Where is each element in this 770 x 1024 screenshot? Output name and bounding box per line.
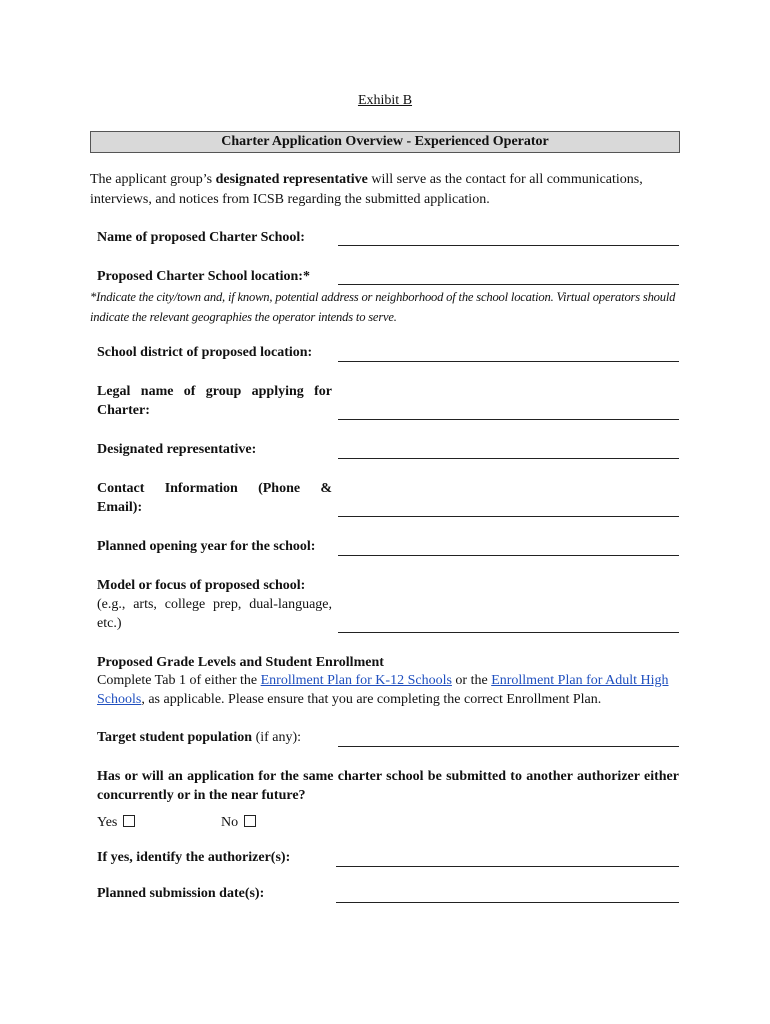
submission-date-field[interactable]: [336, 902, 679, 903]
designated-rep-field[interactable]: [338, 458, 679, 459]
enrollment-heading: Proposed Grade Levels and Student Enrollment: [97, 655, 384, 670]
submission-date-label: Planned submission date(s):: [97, 886, 265, 901]
contact-label-1: Contact Information (Phone &: [97, 481, 332, 496]
no-checkbox[interactable]: [244, 815, 256, 827]
target-pop-suffix: (if any):: [252, 730, 302, 745]
exhibit-title: Exhibit B: [357, 93, 413, 108]
legal-name-field[interactable]: [338, 419, 679, 420]
target-pop-label: [97, 728, 301, 747]
authorizer-field[interactable]: [336, 866, 679, 867]
contact-field[interactable]: [338, 516, 679, 517]
location-label: Proposed Charter School location:*: [97, 269, 310, 284]
model-label-3: etc.): [97, 616, 122, 631]
intro-bold: designated representative: [215, 172, 368, 187]
k12-enrollment-plan-link[interactable]: Enrollment Plan for K-12 Schools: [260, 673, 452, 688]
model-label-1: Model or focus of proposed school:: [97, 578, 306, 593]
yes-option[interactable]: [97, 815, 135, 831]
yes-checkbox[interactable]: [123, 815, 135, 827]
opening-year-label: Planned opening year for the school:: [97, 539, 316, 554]
no-option[interactable]: [221, 815, 256, 831]
yes-label: Yes: [97, 815, 118, 830]
intro-text-1: The applicant group’s: [90, 172, 216, 187]
contact-label-2: Email):: [97, 500, 143, 515]
adult-enrollment-plan-link[interactable]: Enrollment Plan for Adult High Schools: [97, 673, 669, 707]
school-name-label: Name of proposed Charter School:: [97, 230, 305, 245]
designated-rep-label: Designated representative:: [97, 442, 257, 457]
target-pop-label-text: Target student population: [97, 730, 253, 745]
district-field[interactable]: [338, 361, 679, 362]
intro-paragraph: [90, 170, 682, 210]
district-label: School district of proposed location:: [97, 345, 313, 360]
enrollment-paragraph: [97, 671, 682, 709]
section-banner: Charter Application Overview - Experienced Operator: [90, 131, 680, 153]
enrollment-text-1: Complete Tab 1 of either the: [97, 673, 261, 688]
opening-year-field[interactable]: [338, 555, 679, 556]
location-field[interactable]: [338, 284, 679, 285]
no-label: No: [221, 815, 239, 830]
school-name-field[interactable]: [338, 245, 679, 246]
legal-name-label-2: Charter:: [97, 403, 150, 418]
model-field[interactable]: [338, 632, 679, 633]
legal-name-label-1: Legal name of group applying for: [97, 384, 332, 399]
model-label-2: (e.g., arts, college prep, dual-language,: [97, 597, 332, 612]
location-note: *Indicate the city/town and, if known, potential address or neighborhood of the school location. Virtual operators should indicate the relevant geographies the operator intends to serve.: [90, 290, 676, 324]
authorizer-label: If yes, identify the authorizer(s):: [97, 850, 291, 865]
enrollment-text-2: or the: [451, 673, 492, 688]
other-authorizer-question: Has or will an application for the same charter school be submitted to another authorizer either concurrently or in the near future?: [97, 769, 679, 803]
target-pop-field[interactable]: [338, 746, 679, 747]
intro-text-2: will serve as the contact for all communications, interviews, and notices from ICSB regarding the submitted application.: [90, 172, 643, 207]
enrollment-text-3: , as applicable. Please ensure that you are completing the correct Enrollment Plan.: [141, 692, 602, 707]
